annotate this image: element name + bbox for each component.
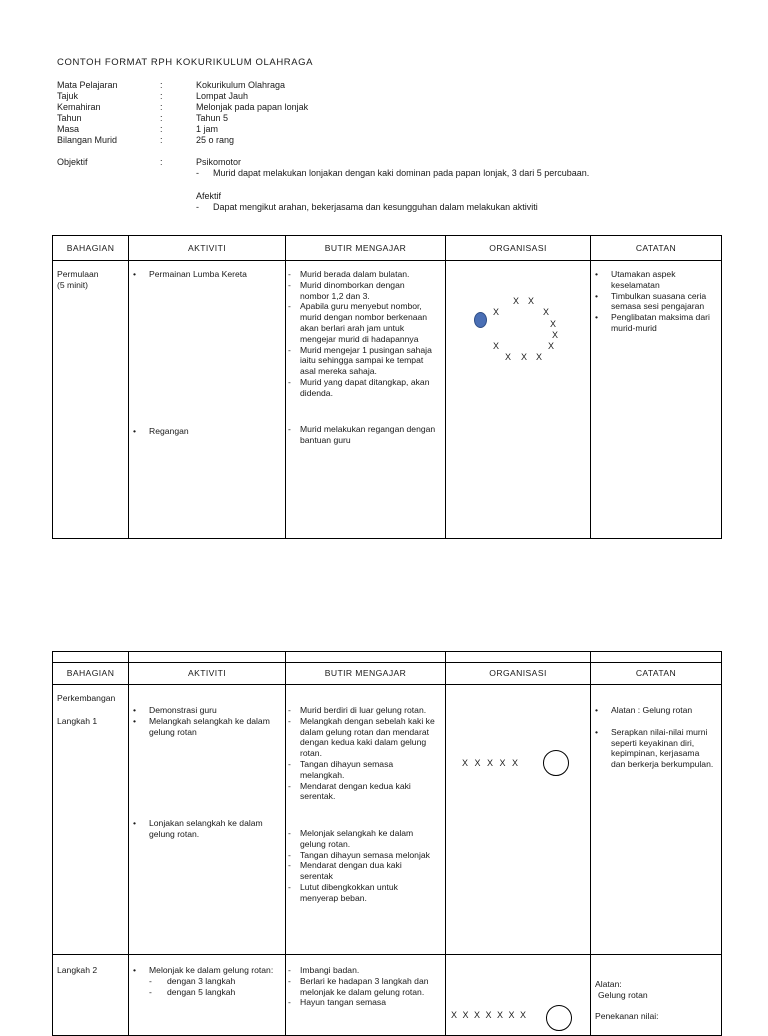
table2-header-row (53, 663, 722, 685)
activity-sub-list (149, 976, 279, 998)
meta-value: 25 o rang (196, 135, 235, 145)
activity-list-2 (129, 426, 189, 437)
meta-label: Kemahiran (57, 102, 101, 112)
butir-item: - Berlari ke hadapan 3 langkah dan melonjak ke dalam gelung rotan. (286, 976, 436, 998)
butir-list-5 (286, 965, 436, 1008)
afektif-dash: - (196, 202, 199, 212)
activity-sub-item: - dengan 5 langkah (149, 987, 279, 998)
header-organisasi: ORGANISASI (446, 663, 591, 685)
student-mark: X (552, 330, 559, 340)
student-mark: X (550, 319, 557, 329)
organisasi-circle-diagram (446, 261, 590, 538)
student-line-marks: X X X X X (462, 758, 519, 768)
psikomotor-dash: - (196, 168, 199, 178)
header-catatan: CATATAN (591, 663, 722, 685)
header-aktiviti: AKTIVITI (129, 663, 286, 685)
catatan-item: • Timbulkan suasana ceria semasa sesi pengajaran (591, 291, 715, 313)
student-line-marks: X X X X X X X (451, 1010, 527, 1020)
psikomotor-text: Murid dapat melakukan lonjakan dengan kaki dominan pada papan lonjak, 3 dari 5 percubaan. (213, 168, 590, 178)
meta-value: Melonjak pada papan lonjak (196, 102, 309, 112)
afektif-heading: Afektif (196, 191, 222, 201)
meta-value: Tahun 5 (196, 113, 229, 123)
activity-list-1 (129, 269, 247, 280)
butir-list-4 (286, 828, 436, 904)
section-permulaan: Permulaan (5 minit) (57, 269, 99, 290)
table2-row-langkah1 (53, 685, 722, 955)
meta-value: Kokurikulum Olahraga (196, 80, 286, 90)
butir-item: - Tangan dihayun semasa melangkah. (286, 759, 436, 781)
student-mark: X (521, 352, 528, 362)
butir-item: - Mendarat dengan dua kaki serentak (286, 860, 436, 882)
student-mark: X (536, 352, 543, 362)
butir-item: - Hayun tangan semasa (286, 997, 436, 1008)
activity-list-4 (129, 818, 279, 840)
section-perkembangan: Perkembangan (57, 693, 116, 703)
butir-item: - Murid mengejar 1 pusingan sahaja iaitu sehingga sampai ke tempat asal mereka sahaja. (286, 345, 436, 377)
activity-item-text: Melonjak ke dalam gelung rotan: (149, 965, 274, 975)
activity-sub-item: - dengan 3 langkah (149, 976, 279, 987)
butir-item: - Tangan dihayun semasa melonjak (286, 850, 436, 861)
activity-list-5 (129, 965, 279, 997)
afektif-text: Dapat mengikut arahan, bekerjasama dan kesungguhan dalam melakukan aktiviti (213, 202, 538, 212)
meta-colon: : (160, 135, 163, 145)
butir-item: - Murid berdiri di luar gelung rotan. (286, 705, 436, 716)
catatan-item: • Utamakan aspek keselamatan (591, 269, 715, 291)
lesson-table-1 (52, 235, 722, 539)
butir-item: - Lutut dibengkokkan untuk menyerap beban. (286, 882, 436, 904)
butir-item: - Melonjak selangkah ke dalam gelung rotan. (286, 828, 436, 850)
activity-item: • Demonstrasi guru (129, 705, 279, 716)
catatan-list-1 (591, 269, 715, 334)
butir-item: - Mendarat dengan kedua kaki serentak. (286, 781, 436, 803)
header-butir-mengajar: BUTIR MENGAJAR (286, 236, 446, 261)
table2-row-langkah2 (53, 955, 722, 1036)
activity-item: • Regangan (129, 426, 189, 437)
student-mark: X (493, 307, 500, 317)
meta-colon: : (160, 124, 163, 134)
header-catatan: CATATAN (591, 236, 722, 261)
catatan-gelung-rotan: Gelung rotan (598, 990, 648, 1000)
activity-item: • Permainan Lumba Kereta (129, 269, 247, 280)
organisasi-line-diagram-1 (446, 685, 590, 954)
butir-list-1 (286, 269, 436, 399)
meta-label: Masa (57, 124, 80, 134)
butir-item: - Melangkah dengan sebelah kaki ke dalam gelung rotan dan mendarat dengan kedua kaki dalam gelung rotan. (286, 716, 436, 759)
table1-row-permulaan (53, 261, 722, 539)
butir-item: - Apabila guru menyebut nombor, murid dengan nombor berkenaan akan berlari arah jam untuk mengejar murid di hadapannya (286, 301, 436, 344)
meta-colon: : (160, 102, 163, 112)
catatan-alatan-label: Alatan: (595, 979, 622, 989)
activity-item: • Lonjakan selangkah ke dalam gelung rotan. (129, 818, 279, 840)
step-langkah-2: Langkah 2 (57, 965, 98, 975)
activity-item: • Melangkah selangkah ke dalam gelung rotan (129, 716, 279, 738)
table1-header-row (53, 236, 722, 261)
butir-item: - Murid yang dapat ditangkap, akan didenda. (286, 377, 436, 399)
meta-value: 1 jam (196, 124, 219, 134)
organisasi-line-diagram-2 (446, 955, 590, 1035)
student-mark: X (493, 341, 500, 351)
header-butir-mengajar: BUTIR MENGAJAR (286, 663, 446, 685)
header-organisasi: ORGANISASI (446, 236, 591, 261)
document-title: CONTOH FORMAT RPH KOKURIKULUM OLAHRAGA (57, 57, 314, 68)
meta-value: Lompat Jauh (196, 91, 249, 101)
hoop-icon (546, 1005, 572, 1031)
butir-item: - Murid melakukan regangan dengan bantuan guru (286, 424, 436, 446)
hoop-icon (543, 750, 569, 776)
objective-label: Objektif (57, 157, 88, 167)
meta-label: Tajuk (57, 91, 79, 101)
butir-item: - Imbangi badan. (286, 965, 436, 976)
meta-label: Mata Pelajaran (57, 80, 118, 90)
meta-label: Bilangan Murid (57, 135, 118, 145)
catatan-item: • Penglibatan maksima dari murid-murid (591, 312, 715, 334)
lesson-table-2 (52, 651, 722, 1036)
butir-list-3 (286, 705, 436, 802)
student-mark: X (528, 296, 535, 306)
objective-colon: : (160, 157, 163, 167)
butir-item: - Murid dinomborkan dengan nombor 1,2 dan 3. (286, 280, 436, 302)
table2-blank-row (53, 652, 722, 663)
meta-label: Tahun (57, 113, 82, 123)
meta-colon: : (160, 91, 163, 101)
catatan-penekanan-nilai: Penekanan nilai: (595, 1011, 659, 1021)
student-mark: X (505, 352, 512, 362)
activity-list-3 (129, 705, 279, 737)
header-bahagian: BAHAGIAN (53, 663, 129, 685)
meta-colon: : (160, 80, 163, 90)
psikomotor-heading: Psikomotor (196, 157, 242, 167)
butir-list-2 (286, 424, 436, 446)
step-langkah-1: Langkah 1 (57, 716, 98, 726)
catatan-item: • Serapkan nilai-nilai murni seperti keyakinan diri, kepimpinan, kerjasama dan berkerja berkumpulan. (591, 727, 715, 770)
student-mark: X (548, 341, 555, 351)
teacher-marker-icon (474, 312, 487, 328)
butir-item: - Murid berada dalam bulatan. (286, 269, 436, 280)
header-bahagian: BAHAGIAN (53, 236, 129, 261)
catatan-item: • Alatan : Gelung rotan (591, 705, 715, 716)
meta-colon: : (160, 113, 163, 123)
activity-item (129, 965, 279, 997)
student-mark: X (543, 307, 550, 317)
catatan-list-2 (591, 705, 715, 770)
header-aktiviti: AKTIVITI (129, 236, 286, 261)
student-mark: X (513, 296, 520, 306)
